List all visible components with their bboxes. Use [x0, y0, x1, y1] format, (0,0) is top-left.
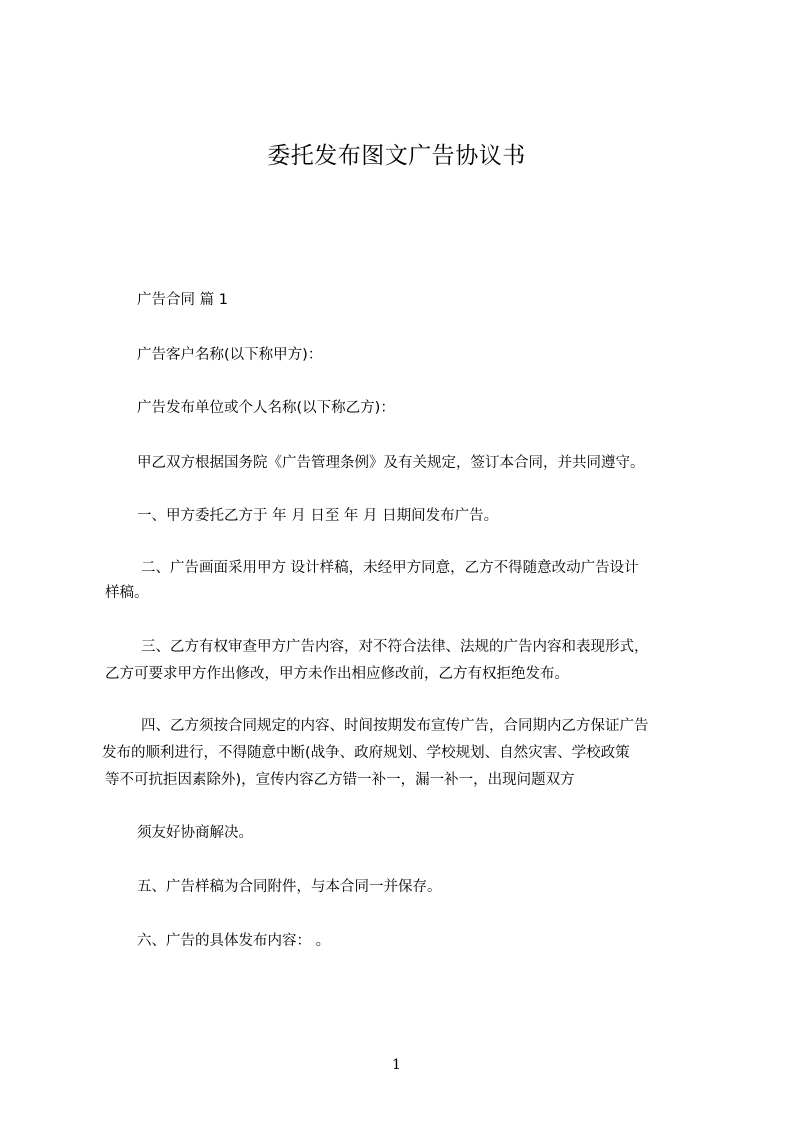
- clause-4-line-1: 四、乙方须按合同规定的内容、时间按期发布宣传广告，合同期内乙方保证广告: [141, 718, 649, 734]
- clause-2-line-1: 二、广告画面采用甲方 设计样稿，未经甲方同意，乙方不得随意改动广告设计: [141, 560, 639, 576]
- paragraph-party-a: 广告客户名称(以下称甲方)：: [137, 347, 323, 363]
- document-title: 委托发布图文广告协议书: [267, 143, 526, 169]
- paragraph-party-b: 广告发布单位或个人名称(以下称乙方)：: [137, 400, 395, 416]
- section-heading: 广告合同 篇 1: [137, 292, 228, 308]
- page-number: 1: [392, 1057, 401, 1073]
- clause-6: 六、广告的具体发布内容： 。: [137, 933, 331, 949]
- clause-3-line-1: 三、乙方有权审查甲方广告内容，对不符合法律、法规的广告内容和表现形式，: [141, 639, 649, 655]
- clause-5: 五、广告样稿为合同附件，与本合同一并保存。: [137, 879, 442, 895]
- clause-3-line-2: 乙方可要求甲方作出修改，甲方未作出相应修改前，乙方有权拒绝发布。: [105, 666, 569, 682]
- clause-4-line-4: 须友好协商解决。: [137, 825, 253, 841]
- clause-4-line-2: 发布的顺利进行，不得随意中断(战争、政府规划、学校规划、自然灾害、学校政策: [102, 745, 630, 761]
- clause-2-line-2: 样稿。: [105, 585, 149, 601]
- paragraph-agreement: 甲乙双方根据国务院《广告管理条例》及有关规定，签订本合同，并共同遵守。: [137, 455, 645, 471]
- clause-1: 一、甲方委托乙方于 年 月 日至 年 月 日期间发布广告。: [137, 508, 499, 524]
- clause-4-line-3: 等不可抗拒因素除外)，宣传内容乙方错一补一，漏一补一，出现问题双方: [105, 772, 575, 788]
